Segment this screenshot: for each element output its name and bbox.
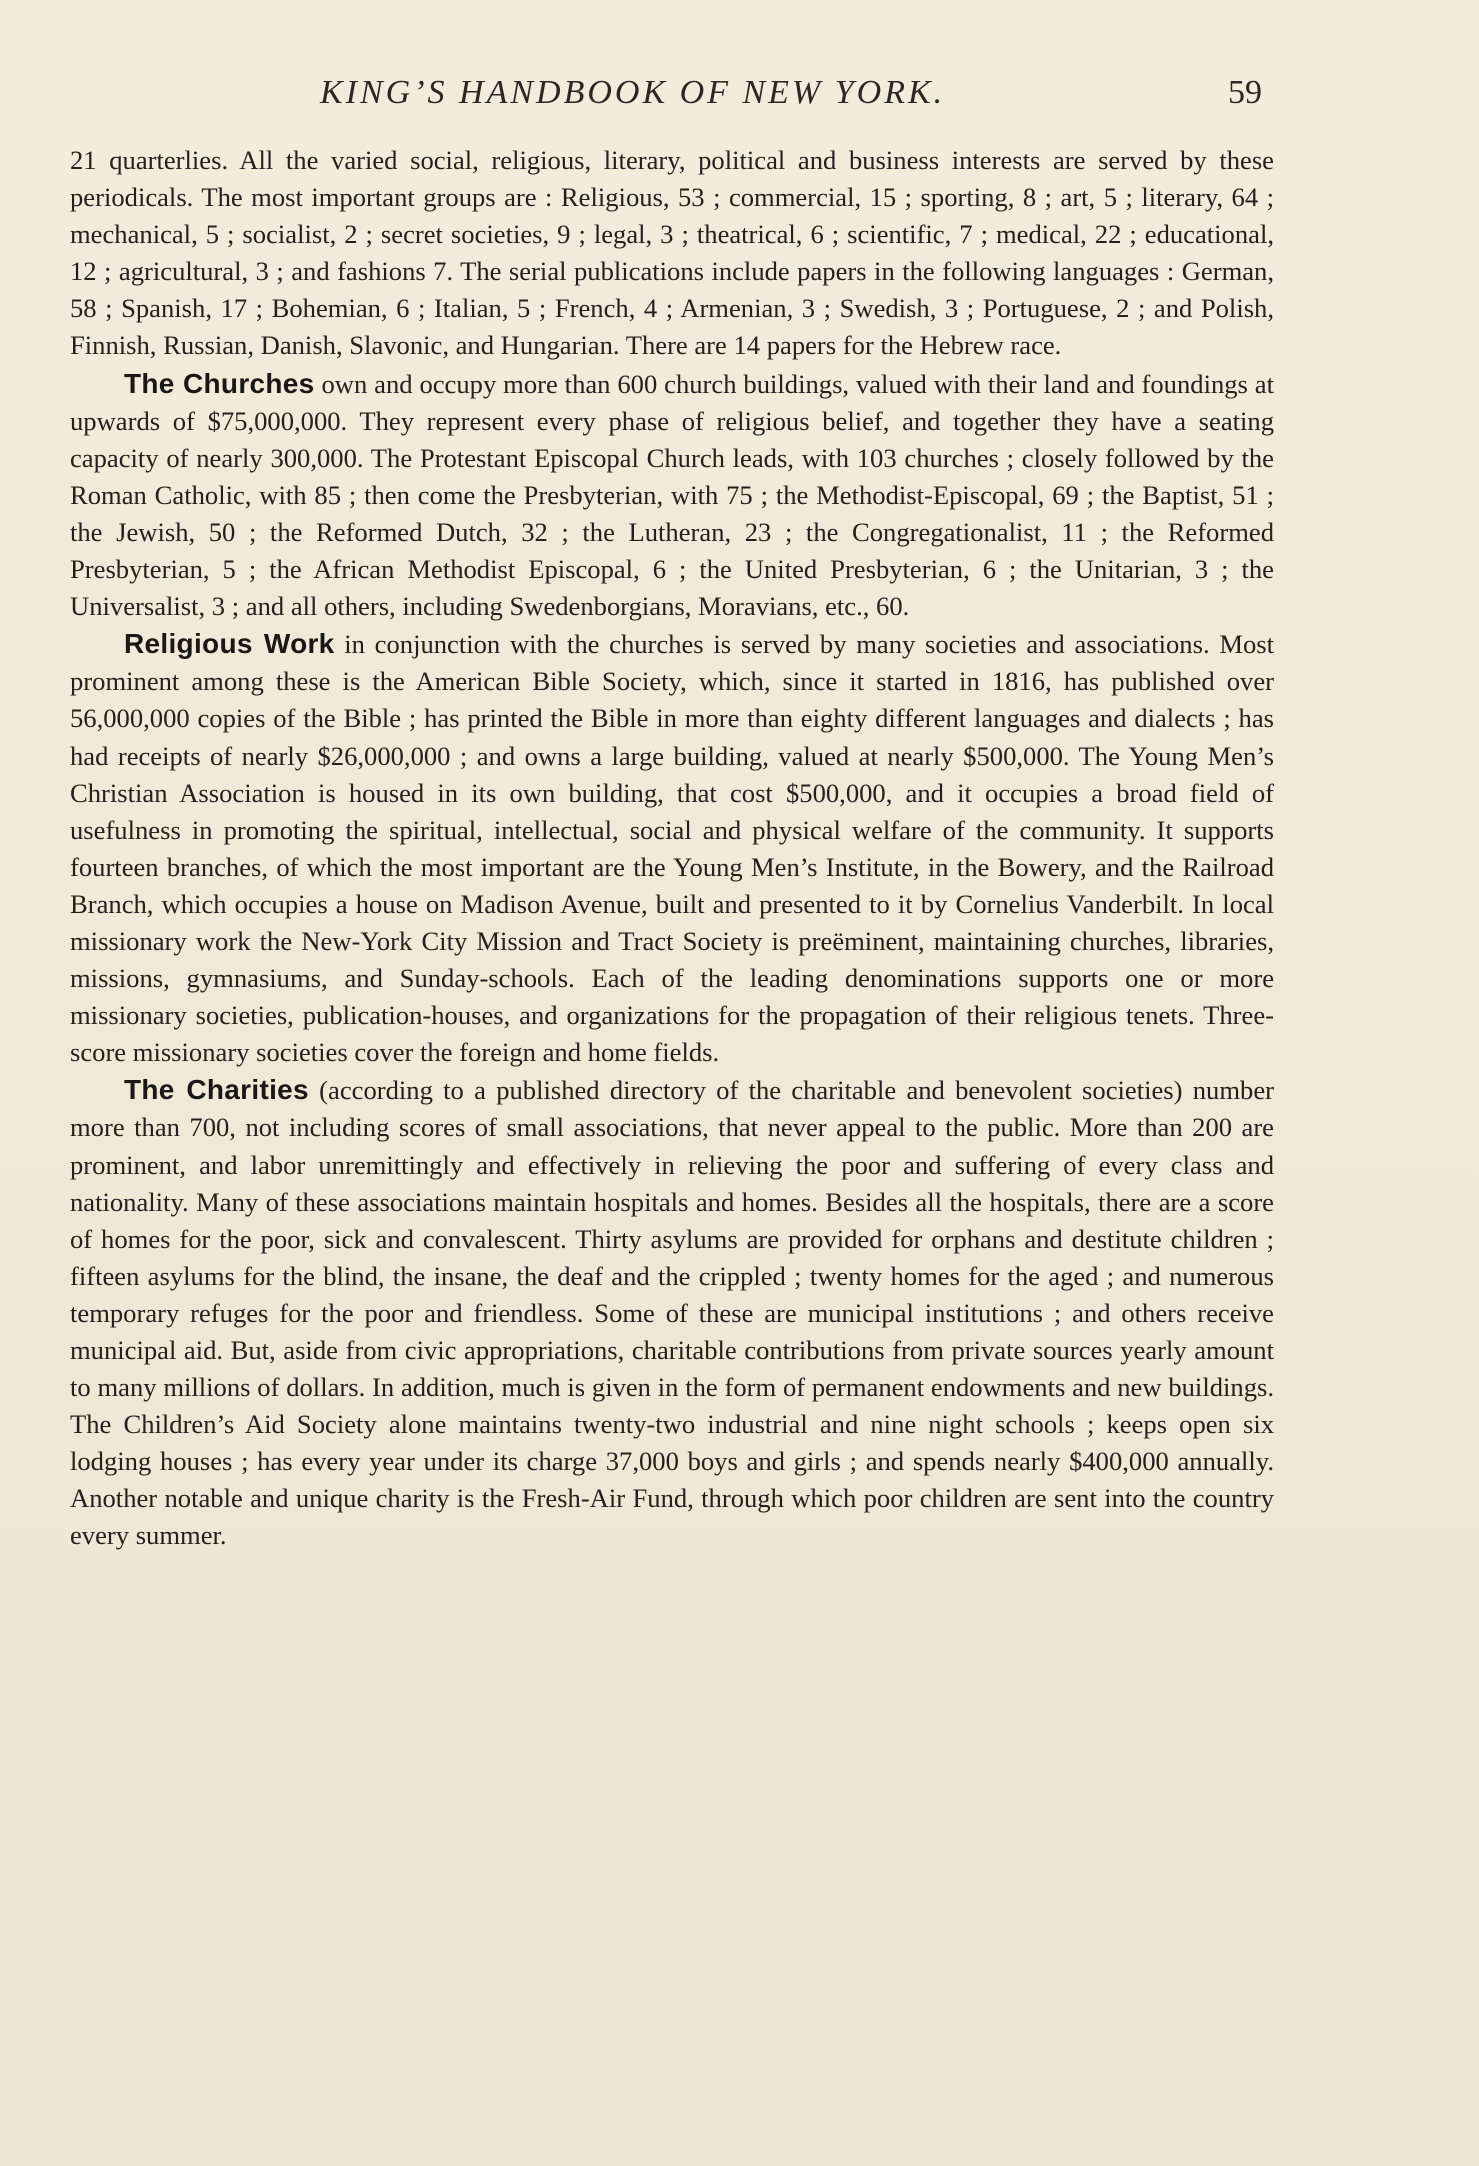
paragraph-text: (according to a published directory of the charitable and benevolent societies) number more than 700, not including scores of small associations, that never appeal to the public. More than 200 are prominent, and labor unremittingly and effectively in relieving the poor and suffering of every class and nationality. Many of these associations maintain hospitals and homes. Besides all the hospitals, there are a score of homes for the poor, sick and convalescent. Thirty asylums are provided for orphans and destitute children ; fifteen asylums for the blind, the insane, the deaf and the crippled ; twenty homes for the aged ; and numerous temporary refuges for the poor and friendless. Some of these are municipal institutions ; and others receive municipal aid. But, aside from civic appropriations, charitable contributions from private sources yearly amount to many millions of dollars. In addition, much is given in the form of permanent endowments and new buildings. The Children’s Aid Society alone maintains twenty-two industrial and nine night schools ; keeps open six lodging houses ; has every year under its charge 37,000 boys and girls ; and spends nearly $400,000 annually. Another notable and unique charity is the Fresh-Air Fund, through which poor children are sent into the country every summer. [70,1075,1274,1551]
running-title: KING’S HANDBOOK OF NEW YORK. [320,74,946,111]
paragraph-text: 21 quarterlies. All the varied social, religious, literary, political and business interests are served by these periodicals. The most important groups are : Religious, 53 ; commercial, 15 ; sporting, 8 ; art, 5 ; literary, 64 ; mechanical, 5 ; socialist, 2 ; secret societies, 9 ; legal, 3 ; theatrical, 6 ; scientific, 7 ; medical, 22 ; educational, 12 ; agricultural, 3 ; and fashions 7. The serial publications include papers in the following languages : German, 58 ; Spanish, 17 ; Bohemian, 6 ; Italian, 5 ; French, 4 ; Armenian, 3 ; Swedish, 3 ; Portuguese, 2 ; and Polish, Finnish, Russian, Danish, Slavonic, and Hungarian. There are 14 papers for the Hebrew race. [70,145,1274,361]
paragraph-periodicals-continued [70,142,1274,365]
paragraph-churches [70,365,1274,626]
paragraph-charities [70,1071,1274,1554]
section-lead-churches: The Churches [124,367,315,399]
section-lead-religious-work: Religious Work [124,628,335,660]
paragraph-text: own and occupy more than 600 church buildings, valued with their land and foundings at upwards of $75,000,000. They represent every phase of religious belief, and together they have a seating capacity of nearly 300,000. The Protestant Episcopal Church leads, with 103 churches ; closely followed by the Roman Catholic, with 85 ; then come the Presbyterian, with 75 ; the Methodist-Episcopal, 69 ; the Baptist, 51 ; the Jewish, 50 ; the Reformed Dutch, 32 ; the Lutheran, 23 ; the Congregationalist, 11 ; the Reformed Presbyterian, 5 ; the African Methodist Episcopal, 6 ; the United Presbyterian, 6 ; the Unitarian, 3 ; the Universalist, 3 ; and all others, including Swedenborgians, Moravians, etc., 60. [70,368,1274,622]
page-number: 59 [1228,74,1262,111]
body-text [70,142,1274,1555]
paragraph-religious-work [70,625,1274,1071]
running-head [0,74,1479,118]
section-lead-charities: The Charities [124,1074,309,1106]
paragraph-text: in conjunction with the churches is served by many societies and associations. Most prominent among these is the American Bible Society, which, since it started in 1816, has published over 56,000,000 copies of the Bible ; has printed the Bible in more than eighty different languages and dialects ; has had receipts of nearly $26,000,000 ; and owns a large building, valued at nearly $500,000. The Young Men’s Christian Association is housed in its own building, that cost $500,000, and it occupies a broad field of usefulness in promoting the spiritual, intellectual, social and physical welfare of the community. It supports fourteen branches, of which the most important are the Young Men’s Institute, in the Bowery, and the Railroad Branch, which occupies a house on Madison Avenue, built and presented to it by Cornelius Vanderbilt. In local missionary work the New-York City Mission and Tract Society is preëminent, maintaining churches, libraries, missions, gymnasiums, and Sunday-schools. Each of the leading denominations supports one or more missionary societies, publication-houses, and organizations for the propagation of their religious tenets. Three-score missionary societies cover the foreign and home fields. [70,629,1274,1068]
